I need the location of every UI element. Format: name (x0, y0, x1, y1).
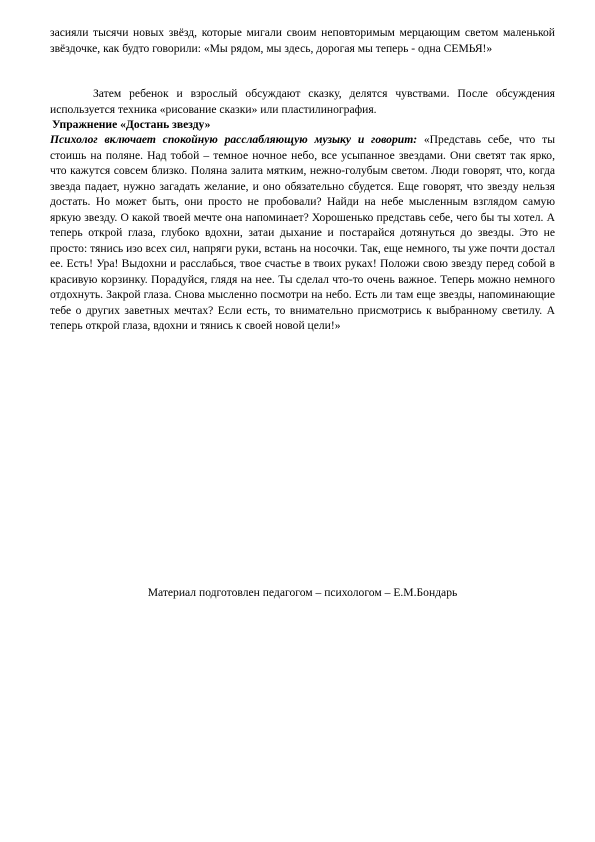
exercise-title: Упражнение «Достань звезду» (52, 118, 211, 131)
exercise-instruction-lead: Психолог включает спокойную расслабляющую музыку и говорит: (50, 133, 418, 146)
paragraph-discussion: Затем ребенок и взрослый обсуждают сказку, делятся чувствами. После обсуждения используется техника «рисование сказки» или пластилинография. (50, 87, 555, 116)
paragraph-story-ending: засияли тысячи новых звёзд, которые мигали своим неповторимым мерцающим светом маленькой звёздочке, как будто говорили: «Мы рядом, мы здесь, дорогая мы теперь - одна СЕМЬЯ!» (50, 26, 555, 55)
paragraph-exercise (50, 132, 555, 334)
exercise-instruction-text: «Представь себе, что ты стоишь на поляне. Над тобой – темное ночное небо, все усыпанное звездами. Они светят так ярко, что кажутся совсем близко. Поляна залита мятким, нежно-голубым светом. Люди говорят, что, когда звезда падает, нужно загадать желание, и оно обязательно сбудется. Еще говорят, что звезду нельзя достать. Но может быть, они просто не пробовали? Найди на небе мысленным взглядом самую яркую звезду. О какой твоей мечте она напоминает? Хорошенько представь себе, чего бы ты хотел. А теперь открой глаза, глубоко вдохни, затаи дыхание и постарайся дотянуться до звезды. Это не просто: тянись изо всех сил, напряги руки, встань на носочки. Так, еще немного, ты уже почти достал ее. Есть! Ура! Выдохни и расслабься, твое счастье в твоих руках! Положи свою звезду перед собой в красивую корзинку. Порадуйся, глядя на нее. Ты сделал что-то очень важное. Теперь можно немного отдохнуть. Закрой глаза. Снова мысленно посмотри на небо. Есть ли там еще звезды, напоминающие тебе о других заветных мечтах? Если есть, то внимательно присмотрись к выбранному светилу. А теперь открой глаза, вдохни и тянись к своей новой цели!» (50, 133, 555, 332)
footer-credit: Материал подготовлен педагогом – психологом – Е.М.Бондарь (147, 586, 458, 599)
